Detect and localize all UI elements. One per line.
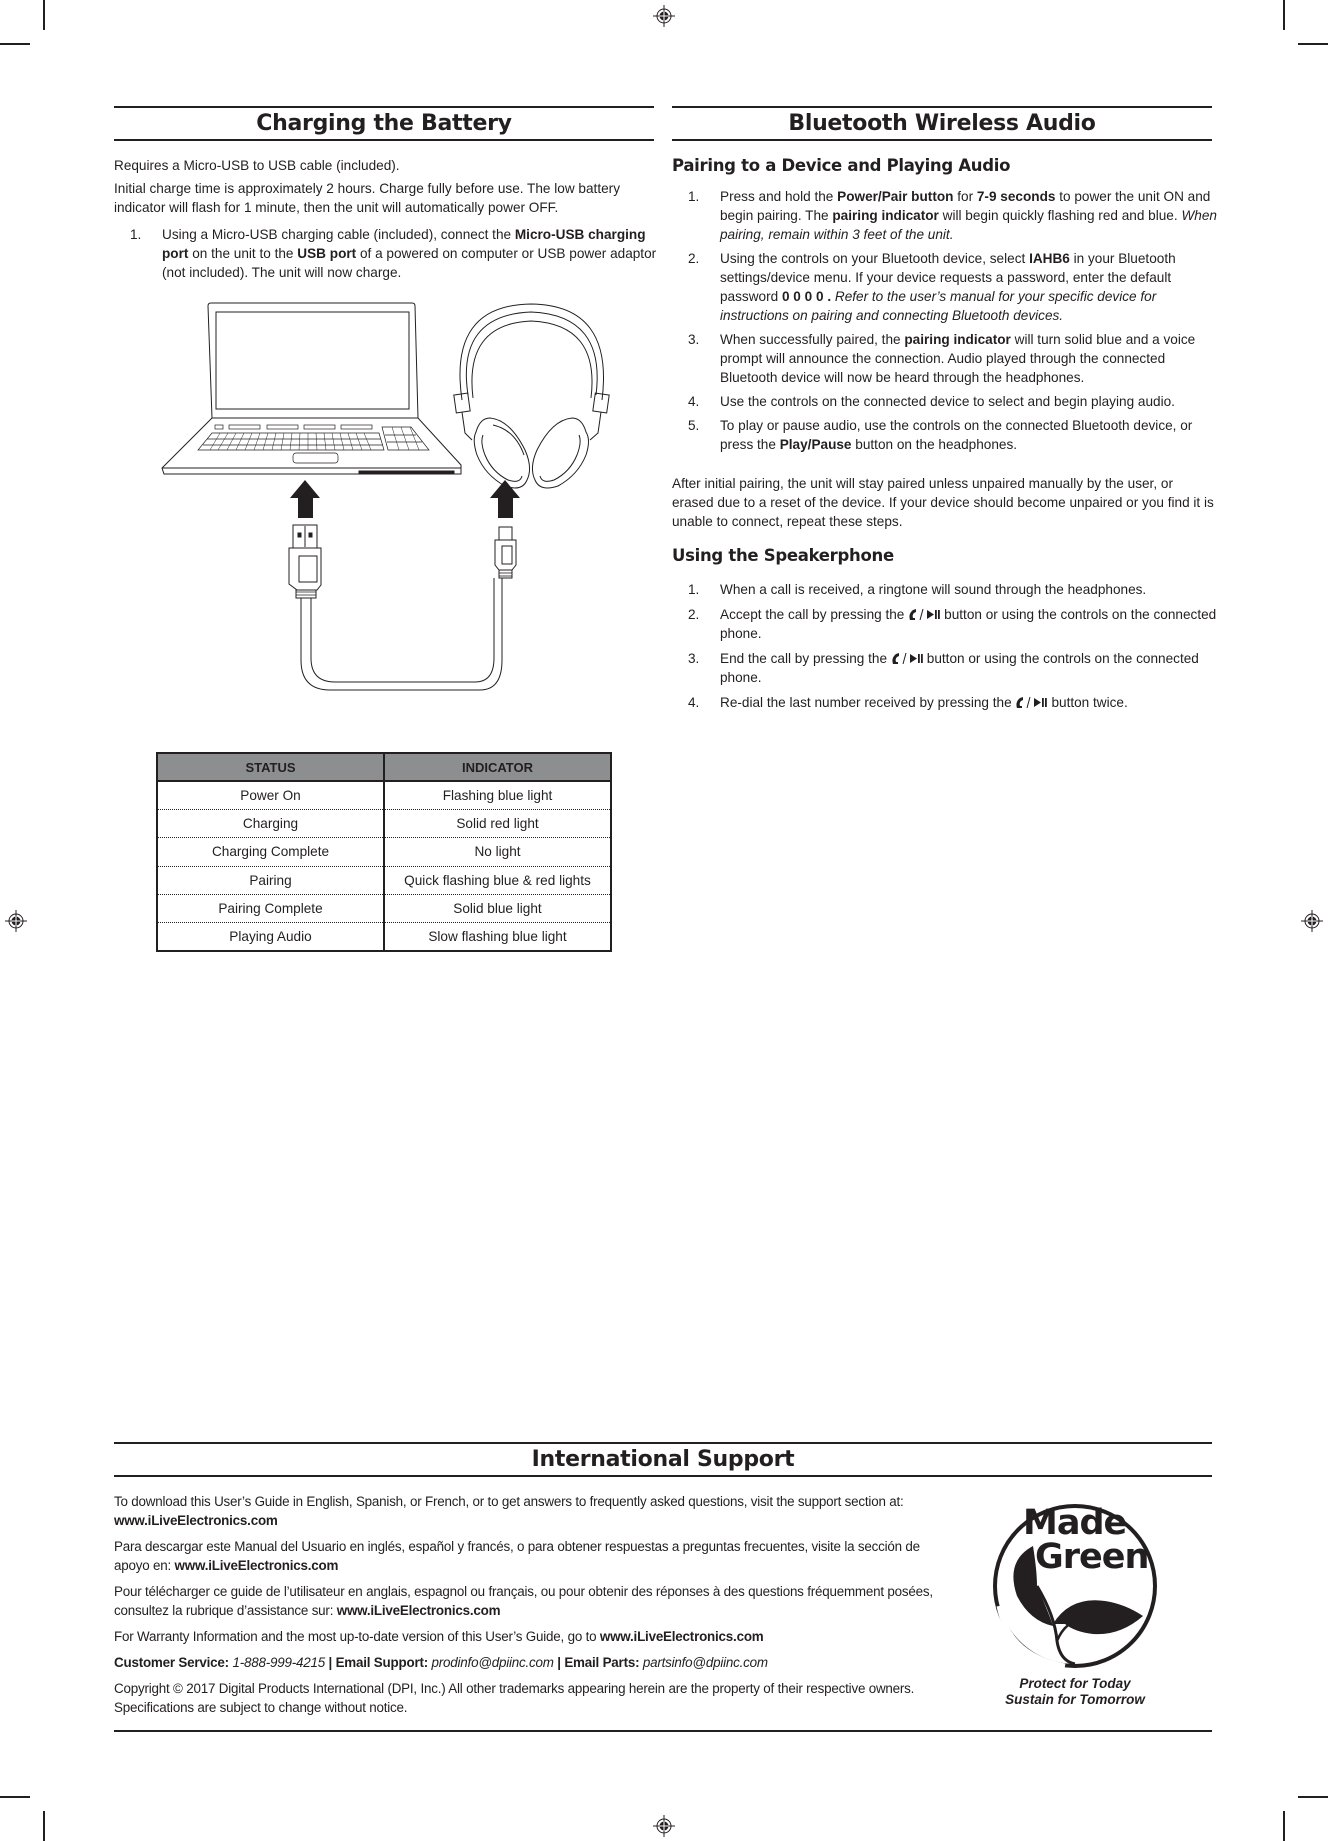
pairing-steps <box>672 187 1217 459</box>
phone-play-pause-icon <box>1015 696 1051 709</box>
crop-mark <box>1283 0 1285 30</box>
charging-steps <box>114 225 659 287</box>
table-row: Playing Audio Slow flashing blue light <box>157 923 611 951</box>
customer-service-phone[interactable]: 1-888-999-4215 <box>232 1655 325 1670</box>
logo-tagline-1: Protect for Today <box>1019 1676 1131 1691</box>
pairing-subtitle: Pairing to a Device and Playing Audio <box>672 156 1011 175</box>
support-english: To download this User’s Guide in English, Spanish, or French, or to get answers to frequently asked questions, visit the support section at: www.iLiveElectronics.com <box>114 1494 904 1528</box>
logo-made: Made <box>1023 1503 1127 1543</box>
logo-tagline-2: Sustain for Tomorrow <box>1005 1692 1145 1707</box>
bottom-rule <box>114 1730 1212 1732</box>
warranty-info: For Warranty Information and the most up-to-date version of this User’s Guide, go to www.iLiveElectronics.com <box>114 1629 764 1644</box>
registration-mark-icon <box>1301 910 1323 932</box>
pairing-step-2: 2. Using the controls on your Bluetooth device, select IAHB6 in your Bluetooth settings/device menu. If your device requests a password, enter the default password 0 0 0 0 . Refer to the user’s manual for your specific device for instructions on pairing and connecting Bluetooth devices. <box>688 251 1176 323</box>
copyright-notice: Copyright © 2017 Digital Products International (DPI, Inc.) All other trademarks appearing herein are the property of their respective owners. Specifications are subject to change without notice. <box>114 1681 915 1715</box>
support-link[interactable]: www.iLiveElectronics.com <box>114 1513 278 1528</box>
crop-mark <box>1298 1796 1328 1798</box>
registration-mark-icon <box>5 910 27 932</box>
column-header-status: STATUS <box>157 753 384 781</box>
phone-play-pause-icon <box>891 652 927 665</box>
table-row: Charging Solid red light <box>157 809 611 837</box>
logo-green: Green <box>1035 1537 1149 1577</box>
usb-a-connector-icon <box>289 525 321 598</box>
speaker-step-3: 3. End the call by pressing the button or using the controls on the connected phone. <box>688 651 1199 685</box>
headphones-icon <box>454 304 609 488</box>
up-arrow-icon <box>490 480 520 518</box>
support-link[interactable]: www.iLiveElectronics.com <box>336 1603 501 1618</box>
pairing-step-5: 5. To play or pause audio, use the controls on the connected Bluetooth device, or press the Play/Pause button on the headphones. <box>688 418 1193 452</box>
speakerphone-subtitle: Using the Speakerphone <box>672 546 894 565</box>
crop-mark <box>43 1811 45 1841</box>
charging-section-title: Charging the Battery <box>114 106 654 141</box>
table-row: Pairing Quick flashing blue & red lights <box>157 866 611 894</box>
table-row: Charging Complete No light <box>157 838 611 866</box>
charging-step-1: 1. Using a Micro-USB charging cable (included), connect the Micro-USB charging port on the unit to the USB port of a powered on computer or USB power adaptor (not included). The unit will now charge. <box>130 227 657 280</box>
crop-mark <box>1298 43 1328 45</box>
crop-mark <box>0 1796 30 1798</box>
international-support-text <box>114 1492 944 1724</box>
pairing-step-3: 3. When successfully paired, the pairing indicator will turn solid blue and a voice prompt will announce the connection. Audio played through the connected Bluetooth device will now be heard through the headphones. <box>688 332 1196 385</box>
table-row: Pairing Complete Solid blue light <box>157 895 611 923</box>
speaker-step-2: 2. Accept the call by pressing the button or using the controls on the connected phone. <box>688 607 1217 641</box>
crop-mark <box>1283 1811 1285 1841</box>
crop-mark <box>43 0 45 30</box>
table-header-row <box>157 753 611 781</box>
after-pairing-note: After initial pairing, the unit will stay paired unless unpaired manually by the user, or erased due to a reset of the device. If your device should become unpaired or you find it is unable to connect, repeat these steps. <box>672 476 1214 529</box>
charging-intro-cable: Requires a Micro-USB to USB cable (included). <box>114 158 400 173</box>
speakerphone-steps <box>672 580 1217 717</box>
registration-mark-icon <box>653 5 675 27</box>
speaker-step-4: 4. Re-dial the last number received by pressing the button twice. <box>688 695 1128 710</box>
charging-illustration <box>150 290 630 710</box>
column-header-indicator: INDICATOR <box>384 753 611 781</box>
crop-mark <box>0 43 30 45</box>
parts-email[interactable]: partsinfo@dpiinc.com <box>642 1655 768 1670</box>
support-french: Pour télécharger ce guide de l’utilisateur en anglais, espagnol ou français, ou pour obtenir des réponses à des questions fréquemment posées, consultez la rubrique d’assistance sur: www.iLiveElectronics.com <box>114 1584 933 1618</box>
status-indicator-table <box>156 752 612 952</box>
micro-usb-connector-icon <box>495 527 516 578</box>
up-arrow-icon <box>290 480 320 518</box>
phone-play-pause-icon <box>908 608 944 621</box>
speaker-step-1: 1. When a call is received, a ringtone will sound through the headphones. <box>688 582 1147 597</box>
registration-mark-icon <box>653 1815 675 1837</box>
bluetooth-section-title: Bluetooth Wireless Audio <box>672 106 1212 141</box>
support-spanish: Para descargar este Manual del Usuario en inglés, español y francés, o para obtener respuestas a preguntas frecuentes, visite la sección de apoyo en: www.iLiveElectronics.com <box>114 1539 920 1573</box>
usb-cable-icon <box>301 578 502 690</box>
pairing-step-4: 4. Use the controls on the connected device to select and begin playing audio. <box>688 394 1175 409</box>
support-link[interactable]: www.iLiveElectronics.com <box>174 1558 339 1573</box>
contact-line: Customer Service: 1-888-999-4215 | Email Support: prodinfo@dpiinc.com | Email Parts: partsinfo@dpiinc.com <box>114 1655 768 1670</box>
support-email[interactable]: prodinfo@dpiinc.com <box>431 1655 554 1670</box>
laptop-icon <box>162 303 461 474</box>
warranty-link[interactable]: www.iLiveElectronics.com <box>599 1629 764 1644</box>
charging-intro-time: Initial charge time is approximately 2 hours. Charge fully before use. The low battery indicator will flash for 1 minute, then the unit will automatically power OFF. <box>114 181 620 215</box>
international-section-title: International Support <box>114 1442 1212 1477</box>
made-green-logo <box>975 1496 1175 1716</box>
table-row: Power On Flashing blue light <box>157 781 611 809</box>
pairing-step-1: 1. Press and hold the Power/Pair button for 7-9 seconds to power the unit ON and begin pairing. The pairing indicator will begin quickly flashing red and blue. When pairing, remain within 3 feet of the unit. <box>688 189 1217 242</box>
